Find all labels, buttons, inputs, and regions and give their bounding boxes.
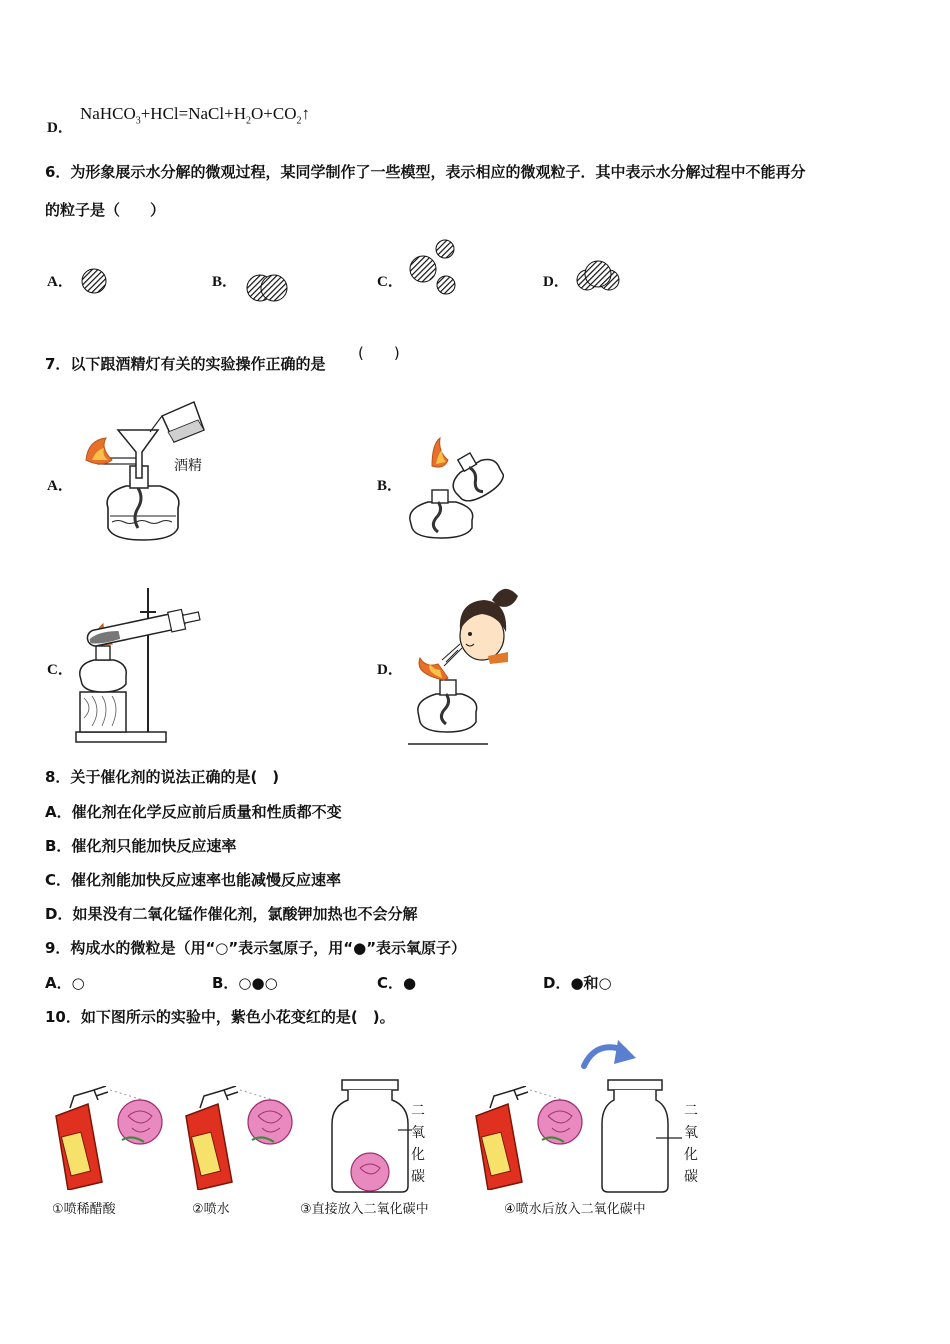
q7-option-d[interactable]: D． — [377, 662, 403, 678]
q8-option-d[interactable]: D．如果没有二氧化锰作催化剂，氯酸钾加热也不会分解 — [45, 905, 418, 923]
q5-option-d-letter[interactable]: D． — [47, 120, 73, 136]
q8-stem: 8．关于催化剂的说法正确的是( ) — [45, 768, 280, 786]
q10-scene4-co2-label: 二 氧 化 碳 — [684, 1103, 698, 1185]
q6-option-b[interactable]: B． — [212, 274, 238, 290]
q10-stem: 10．如下图所示的实验中，紫色小花变红的是( )。 — [45, 1008, 395, 1026]
q6-stem-line1: 6．为形象展示水分解的微观过程，某同学制作了一些模型，表示相应的微观粒子．其中表示水分解过程中不能再分 — [45, 163, 806, 181]
q7-option-a-alcohol-label: 酒精 — [174, 458, 202, 474]
q7-stem: 7．以下跟酒精灯有关的实验操作正确的是 — [45, 355, 326, 373]
q7-option-d-blowing-out-flame-icon — [404, 580, 520, 750]
q6-option-b-particle-icon — [242, 270, 294, 306]
q10-scene4-spray-flower-icon — [464, 1086, 596, 1190]
q9-stem: 9．构成水的微粒是（用“○”表示氢原子，用“●”表示氧原子） — [45, 939, 467, 957]
q9-option-d[interactable]: D．●和○ — [543, 974, 612, 992]
q10-caption-2: ②喷水 — [192, 1202, 230, 1217]
q7-option-a[interactable]: A． — [47, 478, 73, 494]
q7-option-c-heating-tube-icon — [72, 584, 208, 748]
q7-paren: ( ) — [358, 344, 400, 362]
q10-scene3-co2-jar-icon — [328, 1076, 412, 1196]
q6-option-c-particle-icon — [405, 236, 461, 298]
q10-scene2-spray-flower-icon — [174, 1086, 306, 1190]
q6-option-a-particle-icon — [78, 266, 112, 296]
q10-scene4-label-pointer — [656, 1136, 682, 1140]
q10-caption-3: ③直接放入二氧化碳中 — [300, 1202, 429, 1217]
q7-option-b[interactable]: B． — [377, 478, 403, 494]
q10-caption-4: ④喷水后放入二氧化碳中 — [504, 1202, 646, 1217]
q6-stem-line2: 的粒子是（ ） — [45, 201, 166, 219]
q10-scene1-spray-flower-icon — [44, 1086, 176, 1190]
q8-option-b[interactable]: B．催化剂只能加快反应速率 — [45, 837, 237, 855]
q7-option-c[interactable]: C． — [47, 662, 73, 678]
q8-option-c[interactable]: C．催化剂能加快反应速率也能减慢反应速率 — [45, 871, 342, 889]
q7-option-b-lamp-lighting-icon — [404, 436, 504, 544]
q9-option-a[interactable]: A．○ — [45, 974, 85, 992]
q9-option-b[interactable]: B．○●○ — [212, 974, 278, 992]
q6-option-d-particle-icon — [573, 256, 623, 296]
q10-scene4-curved-arrow-icon — [578, 1038, 640, 1078]
q5-option-d-formula: $NaHCO_3+HCl=NaCl+H_2O+CO_2↑$ — [80, 104, 310, 127]
q10-caption-1: ①喷稀醋酸 — [52, 1202, 116, 1217]
q6-option-a[interactable]: A． — [47, 274, 73, 290]
q6-option-c[interactable]: C． — [377, 274, 403, 290]
q8-option-a[interactable]: A．催化剂在化学反应前后质量和性质都不变 — [45, 803, 342, 821]
q6-option-d[interactable]: D． — [543, 274, 569, 290]
q10-scene3-co2-label: 二 氧 化 碳 — [411, 1103, 425, 1185]
q9-option-c[interactable]: C．● — [377, 974, 417, 992]
